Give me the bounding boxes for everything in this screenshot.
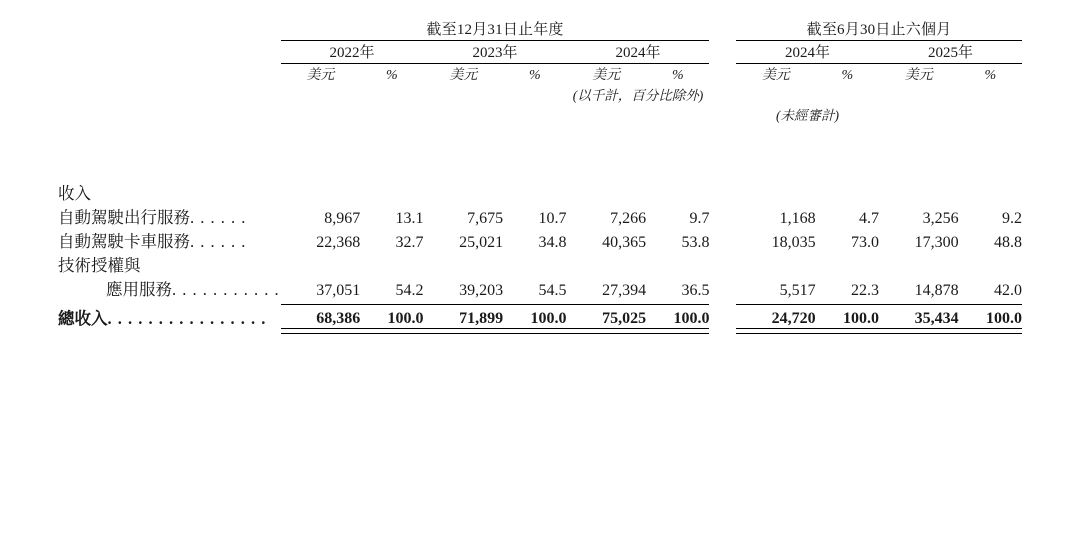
row-label-text: 自動駕駛卡車服務 xyxy=(58,232,190,251)
cell-value: 36.5 xyxy=(681,282,710,299)
cell-value: 7,675 xyxy=(467,210,504,227)
cell-value: 39,203 xyxy=(459,282,504,299)
total-double-rule-row xyxy=(58,329,1022,334)
unit-pct-2022: % xyxy=(386,68,398,83)
spacer-cell xyxy=(503,84,566,104)
interim-year-2025: 2025年 xyxy=(927,45,973,61)
unit-pct-2024: % xyxy=(671,68,684,83)
rule-cell xyxy=(360,329,423,334)
row-label-licensing-line1 xyxy=(58,252,281,276)
table-row xyxy=(58,204,1022,228)
table-row xyxy=(58,228,1022,252)
spacer-cell xyxy=(879,84,959,104)
row-label-text: 技術授權與 xyxy=(58,256,141,275)
spacer-cell xyxy=(424,84,504,104)
spacer-cell xyxy=(281,252,1022,276)
cell-value: 75,025 xyxy=(602,310,647,327)
row-label-robotruck xyxy=(58,228,281,252)
spacer-cell xyxy=(360,84,423,104)
spacer-cell xyxy=(58,64,281,85)
spacer-cell xyxy=(360,104,423,124)
cell-value: 17,300 xyxy=(914,234,959,251)
unit-usd-interim-2024: 美元 xyxy=(761,68,790,83)
spacer-cell xyxy=(709,204,736,228)
rule-cell xyxy=(503,329,566,334)
cell-value: 9.2 xyxy=(1002,210,1022,227)
spacer-cell xyxy=(879,104,959,124)
spacer-cell xyxy=(709,41,736,63)
spacer-cell xyxy=(503,104,566,124)
spacer-cell xyxy=(959,104,1022,124)
cell-value: 4.7 xyxy=(858,210,879,227)
unit-pct-interim-2024: % xyxy=(841,68,854,83)
rule-cell xyxy=(816,329,879,334)
cell-value: 13.1 xyxy=(395,210,424,227)
cell-value: 100.0 xyxy=(986,310,1022,327)
row-label-text: 總收入 xyxy=(58,308,108,328)
cell-value: 22,368 xyxy=(316,234,361,251)
rule-cell xyxy=(424,329,504,334)
row-label-text: 自動駕駛出行服務 xyxy=(58,208,190,227)
cell-value: 27,394 xyxy=(602,282,647,299)
row-label-application-services xyxy=(58,276,281,300)
cell-value: 7,266 xyxy=(610,210,647,227)
cell-value: 68,386 xyxy=(316,310,361,327)
cell-value: 9.7 xyxy=(689,210,710,227)
cell-value: 54.5 xyxy=(538,282,567,299)
cell-value: 1,168 xyxy=(779,210,816,227)
cell-value: 48.8 xyxy=(994,234,1022,251)
cell-value: 25,021 xyxy=(459,234,504,251)
spacer-cell xyxy=(281,84,361,104)
year-2023: 2023年 xyxy=(472,45,518,61)
rule-cell xyxy=(959,329,1022,334)
rule-cell xyxy=(646,329,709,334)
audit-note-row xyxy=(58,104,1022,124)
spacer-cell xyxy=(58,329,281,334)
leader-dots: . . . . . . . . . . . . . . . . xyxy=(107,308,267,328)
group-header-annual: 截至12月31日止年度 xyxy=(426,22,564,38)
total-row xyxy=(58,305,1022,329)
spacer-cell xyxy=(709,64,736,85)
unit-header-row xyxy=(58,64,1022,85)
cell-value: 34.8 xyxy=(538,234,567,251)
cell-value: 100.0 xyxy=(673,310,710,327)
year-2024: 2024年 xyxy=(615,45,661,61)
cell-value: 24,720 xyxy=(771,310,816,327)
cell-value: 100.0 xyxy=(530,310,567,327)
leader-dots: . . . . . . xyxy=(190,232,247,251)
spacer-cell xyxy=(736,84,816,104)
spacer-cell xyxy=(424,104,504,124)
revenue-breakdown-table xyxy=(58,18,1022,334)
spacer-cell xyxy=(709,18,736,39)
rule-cell xyxy=(879,329,959,334)
unit-usd-interim-2025: 美元 xyxy=(904,68,933,83)
cell-value: 71,899 xyxy=(459,310,504,327)
interim-year-2024: 2024年 xyxy=(784,45,830,61)
cell-value: 14,878 xyxy=(914,282,959,299)
year-header-row xyxy=(58,41,1022,63)
cell-value: 5,517 xyxy=(779,282,816,299)
spacer-cell xyxy=(709,305,736,329)
spacer-cell xyxy=(816,84,879,104)
cell-value: 100.0 xyxy=(842,310,879,327)
row-label-robotaxi xyxy=(58,204,281,228)
spacer-cell xyxy=(646,104,709,124)
table-row xyxy=(58,252,1022,276)
cell-value: 22.3 xyxy=(850,282,879,299)
cell-value: 18,035 xyxy=(771,234,816,251)
unit-usd-2023: 美元 xyxy=(449,68,478,83)
cell-value: 10.7 xyxy=(538,210,567,227)
audit-note: (未經審計) xyxy=(775,108,839,123)
cell-value: 3,256 xyxy=(922,210,959,227)
table-row xyxy=(58,276,1022,300)
unit-pct-interim-2025: % xyxy=(984,68,997,83)
leader-dots: . . . . . . xyxy=(190,208,247,227)
spacer-cell xyxy=(709,276,736,300)
cell-value: 37,051 xyxy=(316,282,361,299)
unit-usd-2024: 美元 xyxy=(592,68,621,83)
spacer-cell xyxy=(58,124,1022,180)
cell-value: 100.0 xyxy=(387,310,424,327)
spacer-cell xyxy=(58,104,281,124)
cell-value: 35,434 xyxy=(914,310,959,327)
section-title-revenue: 收入 xyxy=(58,184,91,203)
spacer-cell xyxy=(58,18,281,39)
spacer-cell xyxy=(959,84,1022,104)
spacer-cell xyxy=(281,104,361,124)
row-label-text: 應用服務 xyxy=(106,280,172,299)
spacer-cell xyxy=(58,84,281,104)
cell-value: 42.0 xyxy=(994,282,1022,299)
spacer-cell xyxy=(58,41,281,63)
body-spacer-row xyxy=(58,124,1022,180)
year-2022: 2022年 xyxy=(329,45,375,61)
unit-note-row xyxy=(58,84,1022,104)
cell-value: 8,967 xyxy=(324,210,361,227)
unit-usd-2022: 美元 xyxy=(306,68,335,83)
rule-cell xyxy=(736,329,816,334)
cell-value: 53.8 xyxy=(681,234,710,251)
row-label-total-revenue xyxy=(58,305,281,329)
cell-value: 54.2 xyxy=(395,282,424,299)
cell-value: 40,365 xyxy=(602,234,647,251)
group-header-row xyxy=(58,18,1022,39)
spacer-cell xyxy=(566,104,646,124)
cell-value: 73.0 xyxy=(850,234,879,251)
unit-pct-2023: % xyxy=(528,68,541,83)
spacer-cell xyxy=(709,84,736,104)
spacer-cell xyxy=(709,228,736,252)
cell-value: 32.7 xyxy=(395,234,424,251)
spacer-cell xyxy=(281,180,1022,204)
rule-cell xyxy=(281,329,361,334)
spacer-cell xyxy=(709,104,736,124)
leader-dots: . . . . . . . . . . . xyxy=(172,280,280,299)
group-header-interim: 截至6月30日止六個月 xyxy=(806,22,952,38)
section-title-row xyxy=(58,180,1022,204)
unit-note: (以千計，百分比除外) xyxy=(572,88,704,103)
rule-cell xyxy=(566,329,646,334)
spacer-cell xyxy=(709,329,736,334)
